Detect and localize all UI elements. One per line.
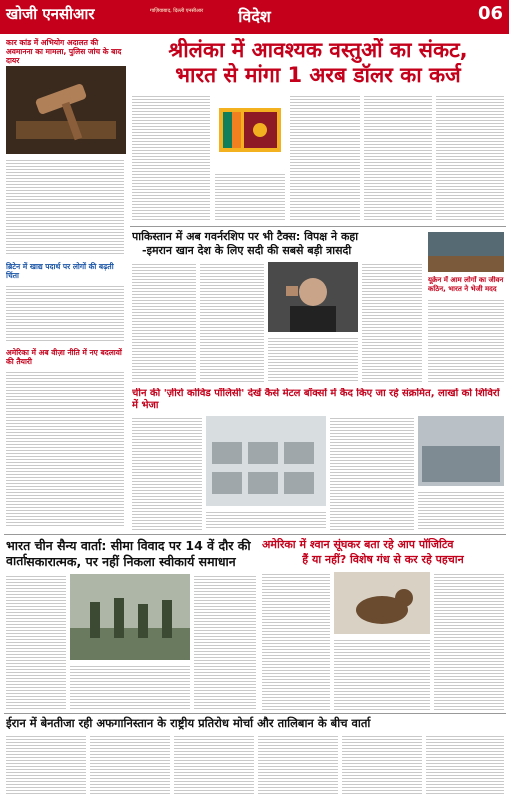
china-body-col2	[206, 510, 326, 530]
pakistan-body-col3	[268, 336, 358, 382]
army-body-col2	[70, 664, 190, 710]
pakistan-body-col2	[200, 262, 264, 382]
srilanka-headline-line2: भारत से मांगा 1 अरब डॉलर का कर्ज	[175, 63, 461, 87]
usa-body-col2	[334, 638, 430, 710]
page-number: 06	[477, 3, 503, 24]
quarantine-camp-photo	[418, 416, 504, 486]
divider	[4, 534, 506, 535]
iran-body-col5	[342, 734, 422, 796]
iran-body-col1	[6, 734, 86, 796]
china-headline: चीन की 'ज़ीरो कोविड पॉलिसी' देखें कैसे मेटल बॉक्सों में कैद किए जा रहे संक्रमित, लाखों को शिविरों में भेजा	[132, 388, 500, 411]
iran-body-col6	[426, 734, 504, 796]
dateline: गाज़ियाबाद, दिल्ली एनसीआर	[150, 8, 204, 14]
army-headline-line2: सकारात्मक, पर नहीं निकला स्वीकार्य समाधान	[26, 554, 236, 569]
pakistan-headline-line2: -इमरान खान देश के लिए सदी की सबसे बड़ी त्रासदी	[142, 244, 352, 257]
quarantine-boxes-photo	[206, 416, 326, 506]
srilanka-flag-image	[215, 94, 285, 170]
iran-body-col2	[90, 734, 170, 796]
section-title: विदेश	[238, 7, 271, 26]
court-headline: कार कांड में अभियोग अदालत की अवमानना का मामला, पुलिस जांच के बाद दायर	[6, 38, 122, 65]
china-body-col1	[132, 416, 202, 530]
pakistan-body-col1	[132, 262, 196, 382]
britain-body	[6, 284, 124, 342]
china-body-col3	[330, 416, 414, 530]
srilanka-body-col3	[290, 94, 360, 222]
srilanka-headline-line1: श्रीलंका में आवश्यक वस्तुओं का संकट,	[168, 38, 468, 62]
masthead	[0, 0, 509, 34]
army-body-col1	[6, 574, 66, 710]
crowd-photo	[428, 232, 504, 272]
srilanka-body-col1	[132, 94, 210, 222]
srilanka-body-col5	[436, 94, 504, 222]
soldiers-photo	[70, 574, 190, 660]
china-body-col4	[418, 490, 504, 530]
flood-body	[428, 298, 504, 382]
army-headline-line1: भारत चीन सैन्य वार्ता: सीमा विवाद पर 14 वें दौर की वार्ता	[6, 538, 251, 568]
court-body	[6, 158, 124, 256]
newspaper-logo: खोजी एनसीआर	[6, 5, 95, 23]
britain-headline: ब्रिटेन में खाद्य पदार्थ पर लोगों की बढ़ती चिंता	[6, 262, 114, 280]
usa-body-col3	[434, 572, 504, 710]
imran-khan-photo	[268, 262, 358, 332]
sniffer-dog-photo	[334, 572, 430, 634]
usa-headline-line1: अमेरिका में श्वान सूंघकर बता रहे आप पॉजिटिव	[262, 538, 454, 551]
flood-headline: यूक्रेन में आम लोगों का जीवन कठिन, भारत ने भेजी मदद	[428, 276, 504, 293]
visa-headline: अमेरिका में अब वीज़ा नीति में नए बदलावों की तैयारी	[6, 348, 122, 366]
iran-headline: ईरान में बेनतीजा रही अफगानिस्तान के राष्ट्रीय प्रतिरोध मोर्चा और तालिबान के बीच वार्ता	[6, 716, 371, 730]
army-body-col3	[194, 574, 256, 710]
visa-body	[6, 370, 124, 526]
srilanka-body-col4	[364, 94, 432, 222]
court-gavel-photo	[6, 66, 126, 154]
iran-body-col3	[174, 734, 254, 796]
srilanka-body-col2	[215, 172, 285, 222]
divider	[130, 226, 506, 227]
pakistan-body-col4	[362, 262, 422, 382]
usa-body-col1	[262, 572, 330, 710]
usa-headline-line2: हैं या नहीं? विशेष गंध से कर रहे पहचान	[302, 553, 464, 566]
divider	[4, 713, 506, 714]
iran-body-col4	[258, 734, 338, 796]
pakistan-headline-line1: पाकिस्तान में अब गवर्नरशिप पर भी टैक्स: विपक्ष ने कहा	[132, 230, 359, 243]
